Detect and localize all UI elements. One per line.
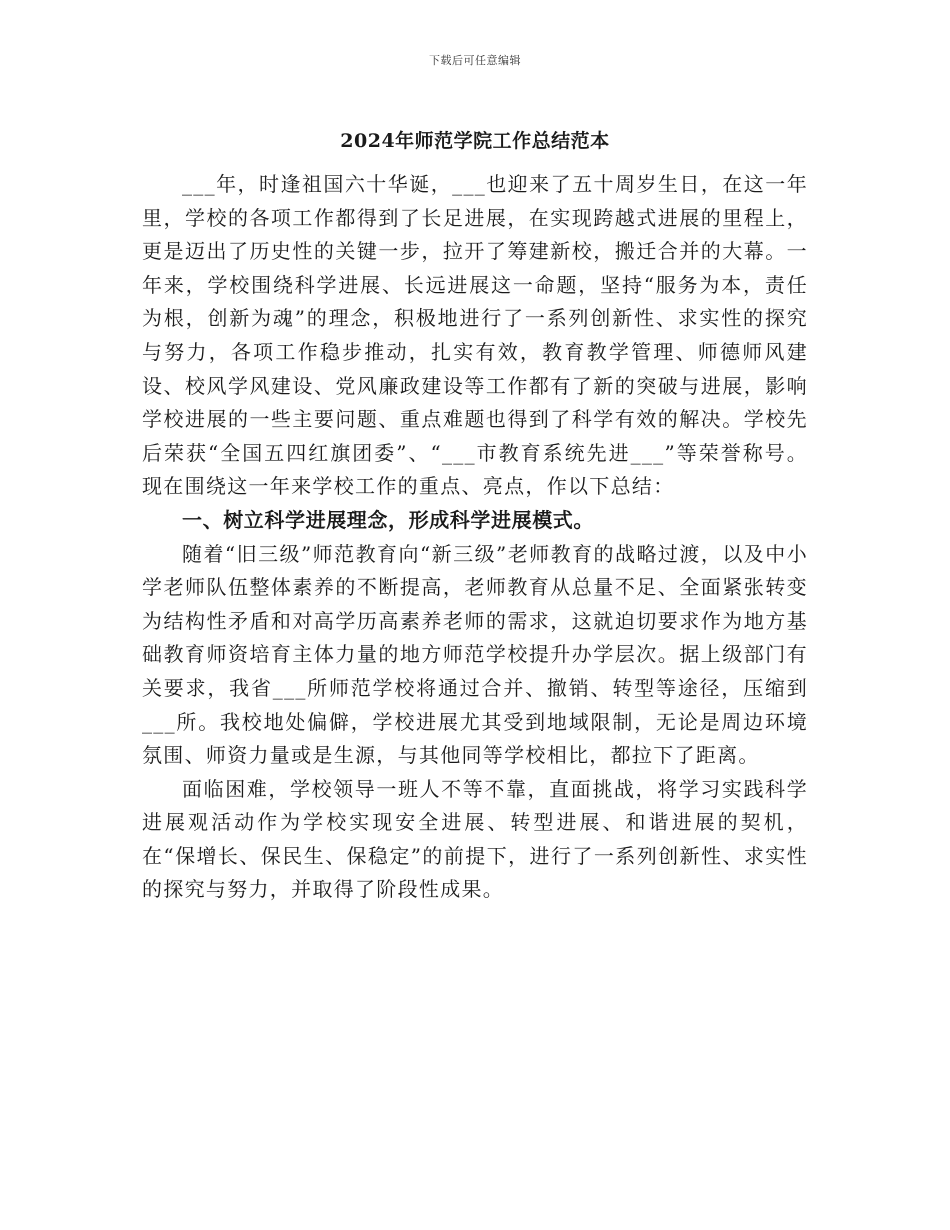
document-body xyxy=(142,168,808,907)
paragraph-intro: ___年，时逢祖国六十华诞，___也迎来了五十周岁生日，在这一年里，学校的各项工作都得到了长足进展，在实现跨越式进展的里程上，更是迈出了历史性的关键一步，拉开了筹建新校，搬迁合并的大幕。一年来，学校围绕科学进展、长远进展这一命题，坚持“服务为本，责任为根，创新为魂”的理念，积极地进行了一系列创新性、求实性的探究与努力，各项工作稳步推动，扎实有效，教育教学管理、师德师风建设、校风学风建设、党风廉政建设等工作都有了新的突破与进展，影响学校进展的一些主要问题、重点难题也得到了科学有效的解决。学校先后荣获“全国五四红旗团委”、“___市教育系统先进___”等荣誉称号。现在围绕这一年来学校工作的重点、亮点，作以下总结： xyxy=(142,172,808,499)
page-header-note: 下载后可任意编辑 xyxy=(429,54,521,67)
paragraph-section-1-body: 随着“旧三级”师范教育向“新三级”老师教育的战略过渡，以及中小学老师队伍整体素养的不断提高，老师教育从总量不足、全面紧张转变为结构性矛盾和对高学历高素养老师的需求，这就迫切要求作为地方基础教育师资培育主体力量的地方师范学校提升办学层次。据上级部门有关要求，我省___所师范学校将通过合并、撤销、转型等途径，压缩到___所。我校地处偏僻，学校进展尤其受到地域限制，无论是周边环境氛围、师资力量或是生源，与其他同等学校相比，都拉下了距离。 xyxy=(142,541,808,768)
section-heading-1: 一、树立科学进展理念，形成科学进展模式。 xyxy=(182,507,594,532)
document-title: 2024年师范学院工作总结范本 xyxy=(340,130,610,152)
paragraph-section-1-conclusion: 面临困难，学校领导一班人不等不靠，直面挑战，将学习实践科学进展观活动作为学校实现安全进展、转型进展、和谐进展的契机，在“保增长、保民生、保稳定”的前提下，进行了一系列创新性、求实性的探究与努力，并取得了阶段性成果。 xyxy=(142,776,808,902)
